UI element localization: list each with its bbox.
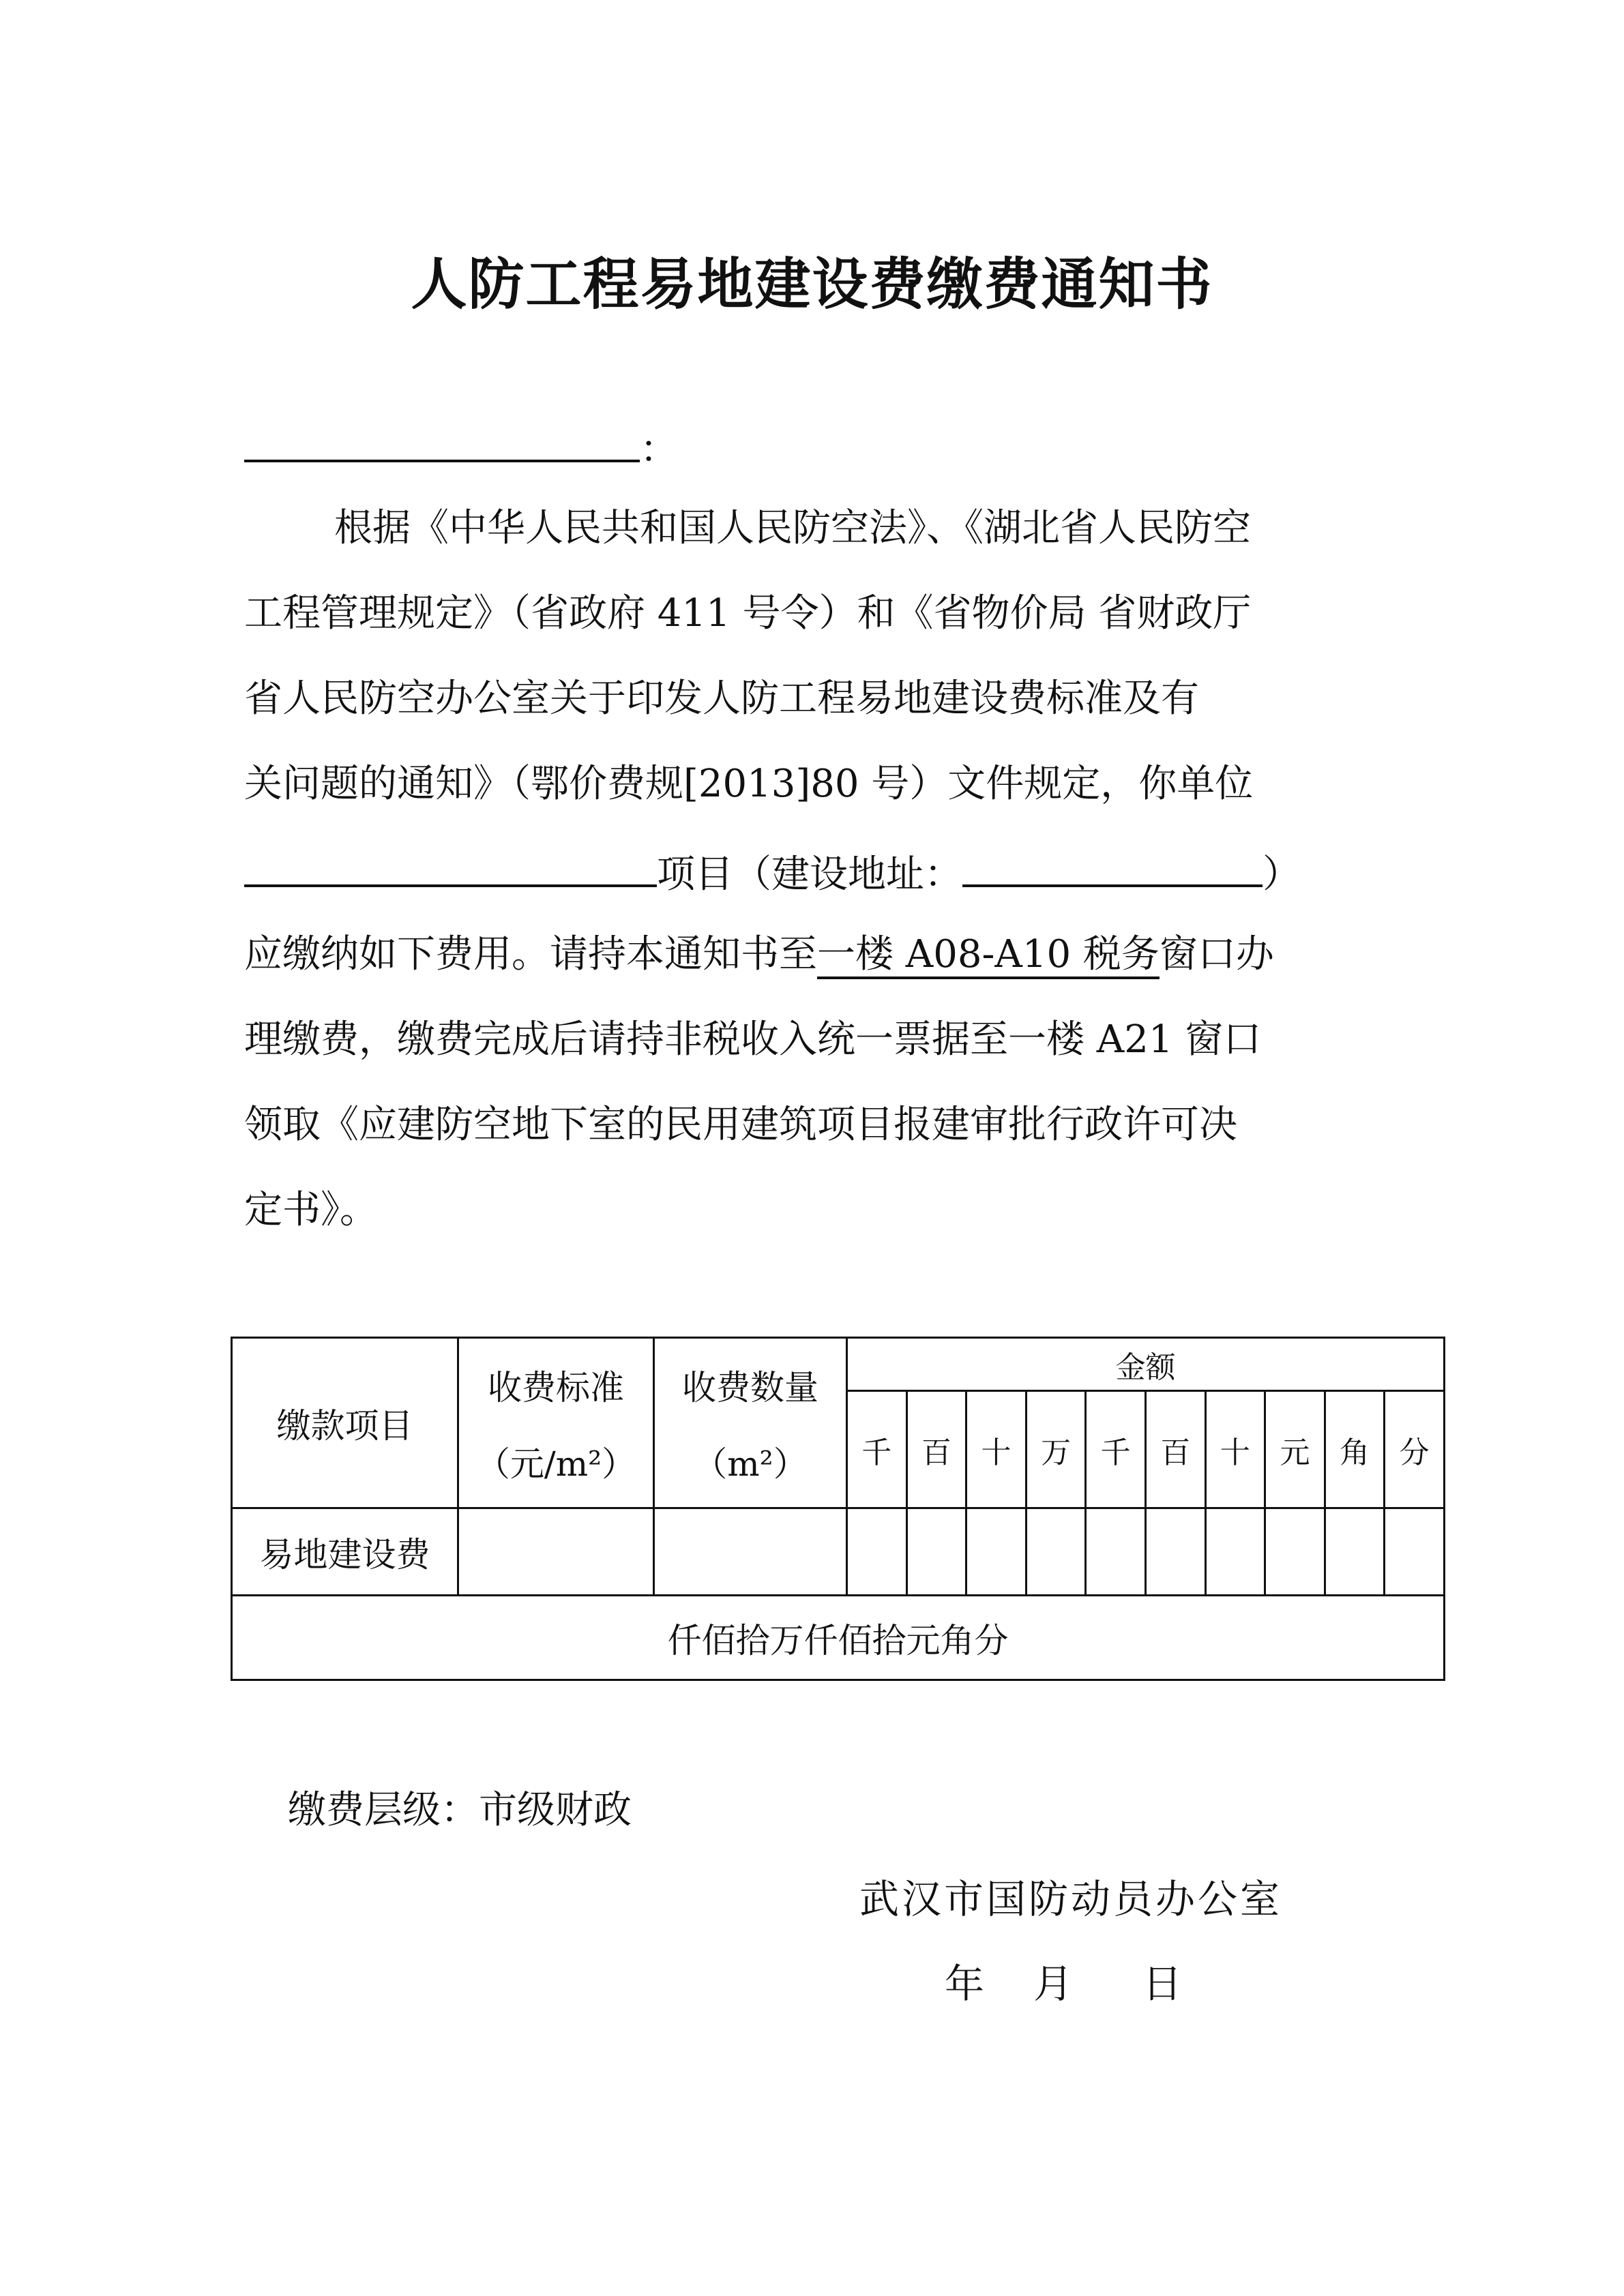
header-fee-quantity: [654, 1338, 847, 1508]
page-title: 人防工程易地建设费缴费通知书: [411, 252, 1213, 317]
fee-standard-cell[interactable]: [458, 1508, 654, 1596]
header-fee-quantity-unit: （m²）: [693, 1444, 808, 1484]
fee-table: [231, 1337, 1445, 1681]
issuer-name: 武汉市国防动员办公室: [859, 1876, 1283, 1922]
body-line-8: 领取《应建防空地下室的民用建筑项目报建审批行政许可决: [244, 1103, 1237, 1147]
date-year: 年: [945, 1960, 985, 2007]
fee-quantity-cell[interactable]: [654, 1508, 847, 1596]
digit-header: 十: [1205, 1391, 1265, 1508]
row-label-relocation-fee: 易地建设费: [232, 1508, 458, 1596]
amount-digit-cell[interactable]: [1205, 1508, 1265, 1596]
amount-digit-cell[interactable]: [1145, 1508, 1205, 1596]
body-line-7: 理缴费，缴费完成后请持非税收入统一票据至一楼 A21 窗口: [244, 1017, 1262, 1062]
digit-header: 百: [906, 1391, 966, 1508]
project-name-blank[interactable]: [244, 842, 657, 887]
amount-digit-cell[interactable]: [1385, 1508, 1445, 1596]
project-address-label: 项目（建设地址：: [657, 852, 962, 897]
header-fee-standard-unit: （元/m²）: [475, 1444, 636, 1484]
body-line-3: 省人民防空办公室关于印发人防工程易地建设费标准及有: [244, 676, 1199, 721]
digit-header: 万: [1026, 1391, 1086, 1508]
total-in-words[interactable]: 仟佰拾万仟佰拾元角分: [232, 1596, 1445, 1680]
digit-header: 元: [1265, 1391, 1325, 1508]
body-line-6: [244, 927, 1397, 982]
digit-header: 千: [1086, 1391, 1146, 1508]
issue-date: [945, 1952, 1182, 2009]
date-month: 月: [1033, 1960, 1074, 2007]
header-fee-quantity-label: 收费数量: [682, 1367, 818, 1407]
body-line-4: 关问题的通知》（鄂价费规[2013]80 号）文件规定，你单位: [244, 762, 1254, 806]
amount-digit-cell[interactable]: [1325, 1508, 1385, 1596]
body-line-5: [244, 842, 1397, 902]
recipient-colon: ：: [640, 428, 678, 472]
amount-digit-cell[interactable]: [847, 1508, 907, 1596]
recipient-blank[interactable]: [244, 417, 640, 462]
amount-digit-cell[interactable]: [906, 1508, 966, 1596]
address-blank[interactable]: [962, 842, 1263, 887]
amount-digit-cell[interactable]: [1265, 1508, 1325, 1596]
amount-digit-cell[interactable]: [1086, 1508, 1146, 1596]
body-line-6-a: 应缴纳如下费用。请持本通知书至: [244, 932, 817, 976]
digit-header: 百: [1145, 1391, 1205, 1508]
body-line-2: 工程管理规定》（省政府 411 号令）和《省物价局 省财政厅: [244, 591, 1252, 636]
amount-digit-cell[interactable]: [966, 1508, 1027, 1596]
digit-header: 十: [966, 1391, 1027, 1508]
digit-header: 分: [1385, 1391, 1445, 1508]
header-amount: 金额: [847, 1338, 1445, 1391]
tax-window-location: 一楼 A08-A10 税务: [817, 932, 1160, 979]
recipient-line: [244, 417, 678, 477]
address-close-paren: ）: [1263, 852, 1301, 897]
body-line-1: 根据《中华人民共和国人民防空法》、《湖北省人民防空: [334, 506, 1251, 550]
header-fee-standard: [458, 1338, 654, 1508]
body-line-6-c: 窗口办: [1159, 932, 1274, 976]
header-fee-standard-label: 收费标准: [488, 1367, 624, 1407]
digit-header: 千: [847, 1391, 907, 1508]
amount-digit-cell[interactable]: [1026, 1508, 1086, 1596]
payment-level: 缴费层级：市级财政: [288, 1788, 632, 1832]
date-day: 日: [1142, 1960, 1183, 2007]
header-payment-item: 缴款项目: [232, 1338, 458, 1508]
digit-header: 角: [1325, 1391, 1385, 1508]
body-line-9: 定书》。: [244, 1188, 378, 1232]
